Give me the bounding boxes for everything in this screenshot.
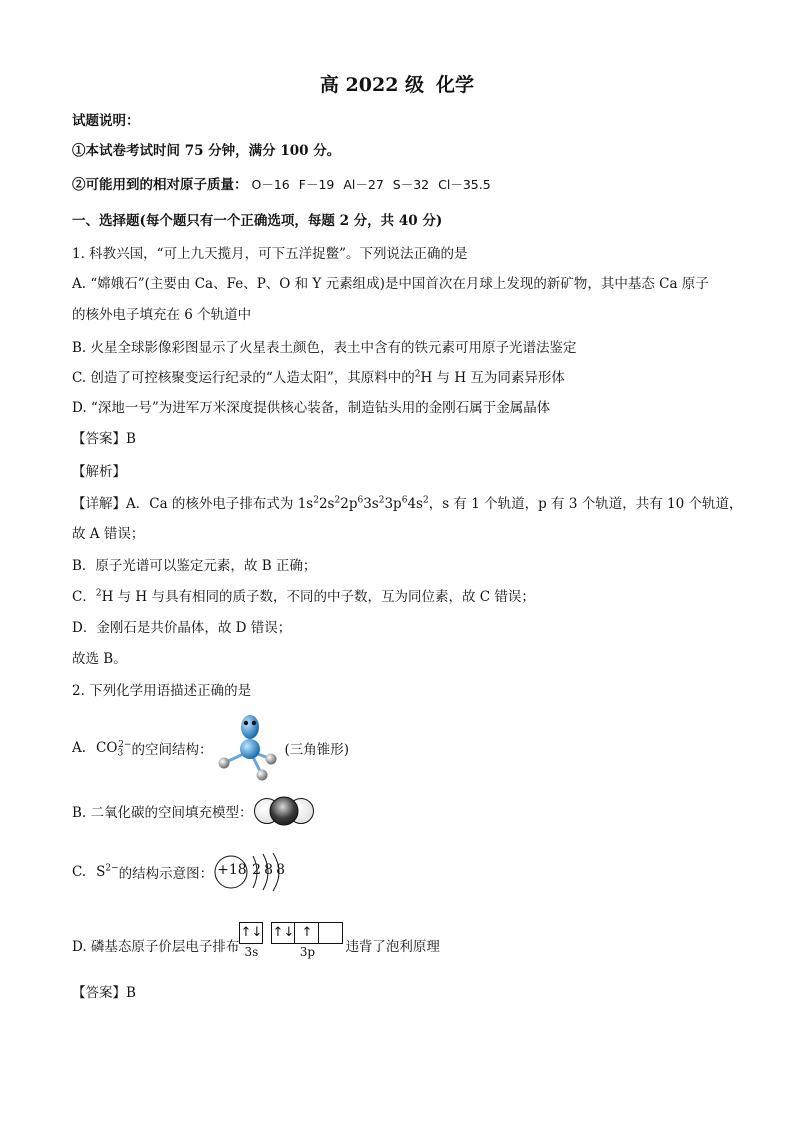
- cfg-sup: 2: [334, 495, 341, 506]
- nucleus-charge: +18: [217, 862, 247, 878]
- q2-option-a: [72, 712, 349, 784]
- mass-f: F－19: [298, 177, 335, 192]
- q2-c-text: 的结构示意图：: [118, 866, 214, 882]
- q2-c-ion: [96, 864, 119, 880]
- detail-c-text: H 与 H 与具有相同的质子数，不同的中子数，互为同位素，故 C 错误；: [101, 589, 535, 605]
- q1-detail-d: D．金刚石是共价晶体，故 D 错误；: [72, 620, 292, 636]
- shell-3-electrons: 8: [276, 862, 286, 878]
- cfg-sup: 2: [378, 495, 385, 506]
- q1-option-b: B. 火星全球影像彩图显示了火星表土颜色，表土中含有的铁元素可用原子光谱法鉴定: [72, 340, 577, 356]
- q2-option-c: [72, 852, 295, 892]
- cfg-orb: 2s: [318, 496, 335, 512]
- mass-s: S－32: [392, 177, 430, 192]
- q1-option-c-tail: H 与 H 互为同素异形体: [420, 370, 565, 386]
- shell-1-electrons: 2: [252, 862, 262, 878]
- mass-cl: Cl－35.5: [438, 177, 491, 192]
- shell-2-electrons: 8: [264, 862, 274, 878]
- q1-detail-a-cont: 故 A 错误；: [72, 526, 145, 542]
- instructions-line1: ①本试卷考试时间 75 分钟，满分 100 分。: [72, 143, 341, 159]
- q2-stem: 2. 下列化学用语描述正确的是: [72, 683, 252, 699]
- cfg-orb: 2p: [340, 496, 358, 512]
- page-title: [0, 70, 794, 97]
- cfg-sup: 6: [357, 495, 364, 506]
- q2-d-tail: 违背了泡利原理: [345, 939, 440, 955]
- q2-d-text: D. 磷基态原子价层电子排布: [72, 939, 240, 955]
- q1-stem: 1. 科教兴国，“可上九天揽月，可下五洋捉鳖”。下列说法正确的是: [72, 246, 468, 262]
- q1-option-c: [72, 369, 565, 387]
- q1-option-a-cont: 的核外电子填充在 6 个轨道中: [72, 307, 252, 323]
- cfg-orb: 3s: [363, 496, 379, 512]
- q2-option-d: [72, 922, 440, 966]
- atomic-mass-label: ②可能用到的相对原子质量：: [72, 177, 248, 193]
- q1-analysis: 【解析】: [72, 464, 126, 480]
- mass-al: Al－27: [343, 177, 384, 192]
- instructions-line2: [72, 176, 500, 194]
- q2-c-label: C.: [72, 864, 87, 880]
- co2-space-filling-model: [253, 796, 315, 826]
- q2-answer: 【答案】B: [72, 985, 136, 1001]
- title-grade: 高 2022 级: [319, 74, 425, 96]
- ion-sup: 2−: [105, 863, 119, 874]
- orbital-3p-label: 3p: [299, 945, 316, 959]
- mass-o: O－16: [251, 177, 290, 192]
- q1-detail-a: [72, 495, 742, 513]
- q1-option-a: A. “嫦娥石”(主要由 Ca、Fe、P、O 和 Y 元素组成)是中国首次在月球上发现的新矿物，其中基态 Ca 原子: [72, 276, 709, 292]
- orbital-box: ↑↓: [271, 922, 295, 944]
- ion-base: S: [96, 864, 106, 880]
- q2-b-text: B. 二氧化碳的空间填充模型：: [72, 805, 253, 821]
- orbital-3s-label: 3s: [244, 945, 259, 959]
- ion-base: CO: [96, 740, 118, 756]
- q2-a-text: 的空间结构：: [131, 742, 213, 758]
- trigonal-pyramid-model: [216, 713, 286, 783]
- atomic-structure-diagram: [213, 852, 295, 892]
- q2-a-label: A.: [72, 740, 87, 756]
- detail-a-tail: ，s 有 1 个轨道，p 有 3 个轨道，共有 10 个轨道，: [428, 496, 743, 512]
- q1-detail-b: B．原子光谱可以鉴定元素，故 B 正确；: [72, 558, 317, 574]
- detail-c-label: C．: [72, 589, 96, 605]
- orbital-box: ↑: [295, 922, 319, 944]
- detail-c-sup: 2: [95, 588, 102, 599]
- atomic-mass-list: [252, 177, 500, 192]
- q2-a-ion: [96, 739, 132, 759]
- q1-option-c-sup: 2: [414, 369, 421, 380]
- orbital-3p: [271, 922, 343, 959]
- cfg-sup: 2: [422, 495, 429, 506]
- cfg-sup: 2: [313, 495, 319, 506]
- section-heading: 一、选择题(每个题只有一个正确选项，每题 2 分，共 40 分): [72, 213, 443, 229]
- cfg-sup: 6: [401, 495, 408, 506]
- orbital-box: [319, 922, 343, 944]
- q1-detail-c: [72, 588, 535, 606]
- q1-conclusion: 故选 B。: [72, 651, 127, 667]
- cfg-orb: 4s: [407, 496, 423, 512]
- cfg-orb: 3p: [384, 496, 402, 512]
- ion-sub: 3: [117, 748, 124, 759]
- orbital-box: ↑↓: [239, 922, 263, 944]
- q2-a-note: (三角锥形): [284, 742, 350, 758]
- ion-sup: 2−: [118, 739, 132, 750]
- title-subject: 化学: [436, 74, 475, 96]
- instructions-heading: 试题说明：: [72, 113, 140, 129]
- detail-a-text: 【详解】A．Ca 的核外电子排布式为 1s: [72, 496, 314, 512]
- q1-answer: 【答案】B: [72, 431, 136, 447]
- q2-option-b: [72, 796, 315, 826]
- q1-option-c-text: C. 创造了可控核聚变运行纪录的“人造太阳”，其原料中的: [72, 370, 415, 386]
- q1-option-d: D. “深地一号”为进军万米深度提供核心装备，制造钻头用的金刚石属于金属晶体: [72, 400, 551, 416]
- orbital-3s: [239, 922, 263, 959]
